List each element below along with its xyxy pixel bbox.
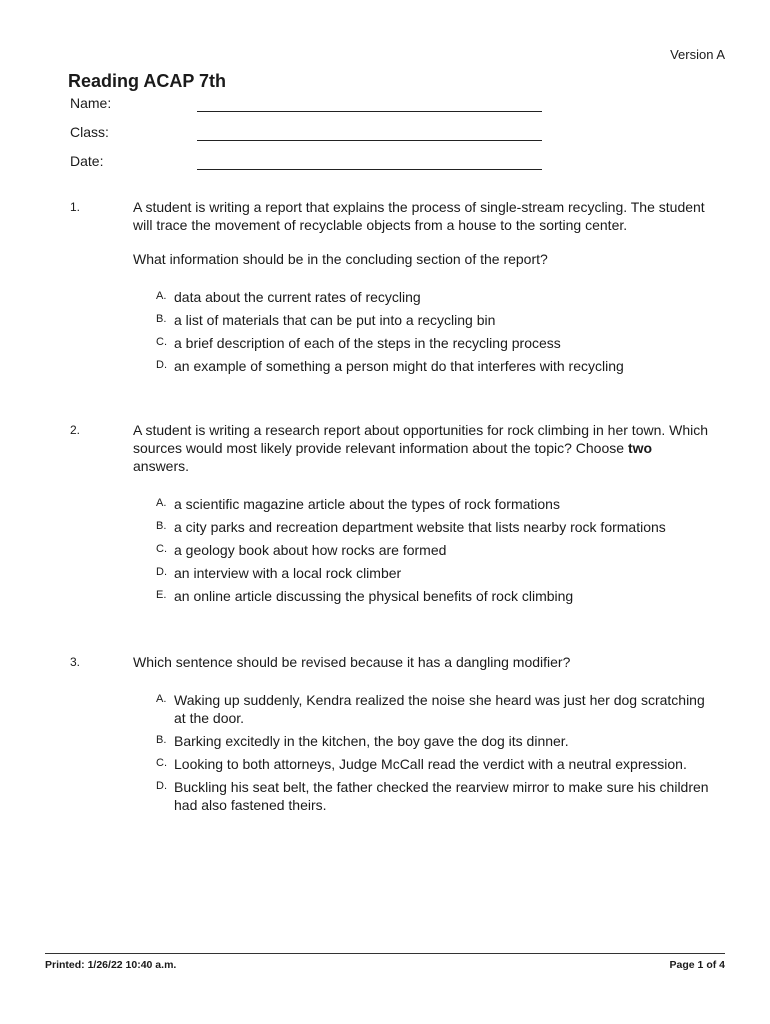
- choice-letter: A.: [156, 290, 167, 302]
- choice-text: an online article discussing the physical benefits of rock climbing: [174, 588, 574, 604]
- answer-choice[interactable]: [156, 778, 710, 814]
- answer-choice[interactable]: [156, 755, 710, 773]
- class-line: [197, 140, 542, 141]
- answer-choice[interactable]: [156, 691, 710, 727]
- version-label: Version A: [670, 47, 725, 62]
- page-number: Page 1 of 4: [669, 959, 725, 971]
- choice-letter: C.: [156, 757, 167, 769]
- choice-text: data about the current rates of recycling: [174, 289, 421, 305]
- answer-choice[interactable]: [156, 541, 710, 559]
- choice-letter: C.: [156, 336, 167, 348]
- choice-letter: D.: [156, 780, 167, 792]
- choice-text: Barking excitedly in the kitchen, the boy gave the dog its dinner.: [174, 733, 569, 749]
- class-field[interactable]: [70, 124, 550, 153]
- choice-letter: B.: [156, 734, 167, 746]
- question-text: A student is writing a report that explains the process of single-stream recycling. The student will trace the movement of recyclable objects from a house to the sorting center.: [133, 199, 705, 233]
- choice-letter: A.: [156, 693, 167, 705]
- answer-choice[interactable]: [156, 357, 710, 375]
- choice-text: Waking up suddenly, Kendra realized the noise she heard was just her dog scratching at the door.: [174, 692, 705, 726]
- answer-choice[interactable]: [156, 334, 710, 352]
- name-label: Name:: [70, 95, 112, 111]
- choice-letter: B.: [156, 520, 167, 532]
- answer-choices: [133, 495, 710, 605]
- question-prompt: What information should be in the concluding section of the report?: [133, 251, 548, 267]
- date-field[interactable]: [70, 153, 550, 182]
- answer-choice[interactable]: [156, 732, 710, 750]
- document-title: Reading ACAP 7th: [68, 71, 227, 91]
- question-1: [70, 198, 710, 380]
- question-text-emphasis: two: [627, 440, 653, 456]
- student-info-fields: [70, 95, 550, 182]
- choice-letter: D.: [156, 359, 167, 371]
- choice-text: an example of something a person might do that interferes with recycling: [174, 358, 624, 374]
- name-line: [197, 111, 542, 112]
- choice-text: a city parks and recreation department website that lists nearby rock formations: [174, 519, 666, 535]
- question-text: [133, 421, 710, 475]
- date-label: Date:: [70, 153, 104, 169]
- choice-text: a brief description of each of the steps in the recycling process: [174, 335, 561, 351]
- page-footer: [45, 953, 725, 971]
- answer-choice[interactable]: [156, 311, 710, 329]
- class-label: Class:: [70, 124, 109, 140]
- choice-letter: E.: [156, 589, 167, 601]
- answer-choice[interactable]: [156, 495, 710, 513]
- choice-text: Looking to both attorneys, Judge McCall read the verdict with a neutral expression.: [174, 756, 687, 772]
- question-text: Which sentence should be revised because it has a dangling modifier?: [133, 654, 571, 670]
- question-2: [70, 421, 710, 610]
- answer-choice[interactable]: [156, 288, 710, 306]
- answer-choice[interactable]: [156, 587, 710, 605]
- question-number: 2.: [70, 423, 81, 437]
- choice-letter: C.: [156, 543, 167, 555]
- choice-text: an interview with a local rock climber: [174, 565, 402, 581]
- choice-text: a scientific magazine article about the types of rock formations: [174, 496, 560, 512]
- date-line: [197, 169, 542, 170]
- name-field[interactable]: [70, 95, 550, 124]
- choice-text: a list of materials that can be put into a recycling bin: [174, 312, 496, 328]
- question-number: 1.: [70, 200, 81, 214]
- question-text-start: A student is writing a research report about opportunities for rock climbing in her town. Which sources would most likely provide relevant information about the topic? Choose: [133, 422, 709, 456]
- answer-choices: [133, 288, 710, 375]
- answer-choice[interactable]: [156, 564, 710, 582]
- choice-text: a geology book about how rocks are formed: [174, 542, 447, 558]
- choice-letter: D.: [156, 566, 167, 578]
- choice-text: Buckling his seat belt, the father checked the rearview mirror to make sure his children had also fastened theirs.: [174, 779, 709, 813]
- question-number: 3.: [70, 655, 81, 669]
- answer-choice[interactable]: [156, 518, 710, 536]
- question-3: [70, 653, 710, 819]
- printed-timestamp: Printed: 1/26/22 10:40 a.m.: [45, 959, 177, 971]
- answer-choices: [133, 691, 710, 814]
- choice-letter: B.: [156, 313, 167, 325]
- choice-letter: A.: [156, 497, 167, 509]
- question-text-end: answers.: [133, 458, 190, 474]
